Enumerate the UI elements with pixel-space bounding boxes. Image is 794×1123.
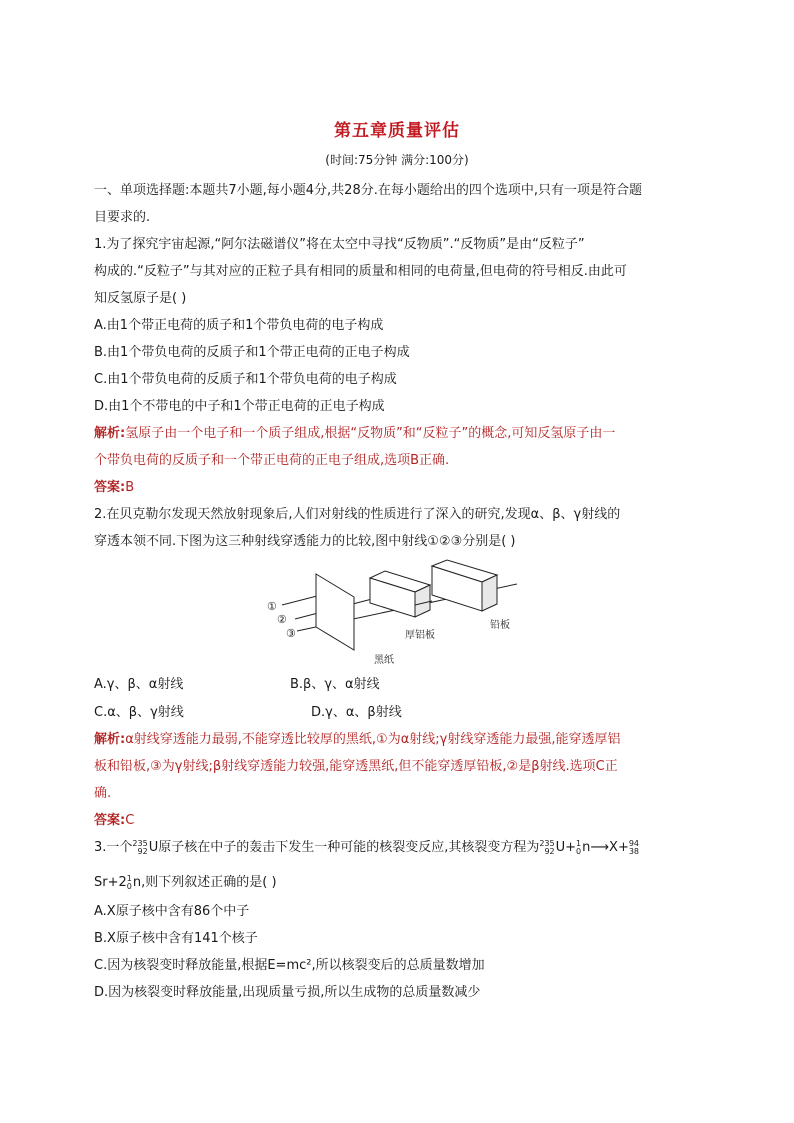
q1-option-d: D.由1个不带电的中子和1个带正电荷的正电子构成 xyxy=(94,399,385,414)
ray-1-line xyxy=(282,596,317,605)
neutron-numbers xyxy=(576,840,581,856)
neutron-coefficient: 2 xyxy=(118,875,127,890)
q1-option-a: A.由1个带正电荷的质子和1个带负电荷的电子构成 xyxy=(94,318,384,333)
q2-option-d: D.γ、α、β射线 xyxy=(311,705,402,720)
q1-analysis-label: 解析: xyxy=(94,426,126,441)
q2-analysis-text1: α射线穿透能力最弱,不能穿透比较厚的黑纸,①为α射线;γ射线穿透能力最强,能穿透厚铝 xyxy=(125,732,621,747)
q2-answer-value: C xyxy=(125,813,135,828)
q2-option-c: C.α、β、γ射线 xyxy=(94,705,184,720)
plus-sign-2: + xyxy=(617,840,629,855)
q2-stem-line2: 穿透本领不同.下图为这三种射线穿透能力的比较,图中射线①②③分别是( ) xyxy=(94,534,516,549)
uranium-numbers xyxy=(132,840,147,856)
uranium-numbers-2 xyxy=(539,840,554,856)
n-symbol-2: n xyxy=(132,875,142,890)
q2-stem-line1: 2.在贝克勒尔发现天然放射现象后,人们对射线的性质进行了深入的研究,发现α、β、γ射线的 xyxy=(94,507,621,522)
sr-symbol: Sr xyxy=(94,875,108,890)
q3-option-c: C.因为核裂变时释放能量,根据E=mc²,所以核裂变后的总质量数增加 xyxy=(94,958,485,973)
n-mass-number-2: 1 xyxy=(126,873,132,883)
q1-stem-line2: 构成的.“反粒子”与其对应的正粒子具有相同的质量和相同的电荷量,但电荷的符号相反.由此可 xyxy=(94,264,627,279)
u-mass-number-2: 235 xyxy=(539,838,555,848)
q3-stem-line1 xyxy=(94,839,640,857)
q1-stem-line3: 知反氢原子是( ) xyxy=(94,291,187,306)
neutron-numbers-2 xyxy=(127,875,132,891)
q1-option-b: B.由1个带负电荷的反质子和1个带正电荷的正电子构成 xyxy=(94,345,410,360)
ray-1-label: ① xyxy=(267,600,277,613)
sr-atomic-number: 38 xyxy=(628,846,640,856)
n-atomic-number-2: 0 xyxy=(126,881,132,891)
q2-answer-label: 答案: xyxy=(94,813,126,828)
q1-answer xyxy=(94,479,134,497)
q2-analysis-line3: 确. xyxy=(94,786,112,801)
q2-analysis-line1 xyxy=(94,731,620,749)
u-atomic-number: 92 xyxy=(137,846,148,856)
n-atomic-number: 0 xyxy=(576,846,582,856)
q1-option-c: C.由1个带负电荷的反质子和1个带负电荷的电子构成 xyxy=(94,372,397,387)
page-subtitle: (时间:75分钟 满分:100分) xyxy=(325,153,469,167)
n-mass-number: 1 xyxy=(576,838,582,848)
lead-plate-side xyxy=(482,575,497,611)
q2-option-b: B.β、γ、α射线 xyxy=(290,677,380,692)
u-symbol-2: U xyxy=(555,840,566,855)
sr-numbers xyxy=(629,840,639,856)
q3-option-b: B.X原子核中含有141个核子 xyxy=(94,931,258,946)
u-symbol: U xyxy=(148,840,159,855)
q3-stem-mid: 原子核在中子的轰击下发生一种可能的核裂变反应,其核裂变方程为 xyxy=(158,840,540,855)
q1-stem-line1: 1.为了探究宇宙起源,“阿尔法磁谱仪”将在太空中寻找“反物质”.“反物质”是由“反粒子” xyxy=(94,237,585,252)
q3-stem-line2 xyxy=(94,874,277,892)
black-paper-plate xyxy=(316,574,354,650)
plus-sign-1: + xyxy=(565,840,577,855)
q1-answer-label: 答案: xyxy=(94,480,126,495)
q2-option-a: A.γ、β、α射线 xyxy=(94,677,184,692)
n-symbol: n xyxy=(582,840,591,855)
x-symbol: X xyxy=(609,840,618,855)
u-atomic-number-2: 92 xyxy=(544,846,555,856)
page-title: 第五章质量评估 xyxy=(334,121,460,141)
q2-analysis-line2: 板和铅板,③为γ射线;β射线穿透能力较强,能穿透黑纸,但不能穿透厚铅板,②是β射线.选项C正 xyxy=(94,759,618,774)
ray-3-label: ③ xyxy=(286,627,296,640)
u-mass-number: 235 xyxy=(132,838,148,848)
q3-option-d: D.因为核裂变时释放能量,出现质量亏损,所以生成物的总质量数减少 xyxy=(94,985,481,1000)
q1-answer-value: B xyxy=(125,480,135,495)
ray-2-label: ② xyxy=(277,613,287,626)
sr-mass-number: 94 xyxy=(628,838,640,848)
q3-stem-end: ,则下列叙述正确的是( ) xyxy=(141,875,277,890)
section-heading-line1: 一、单项选择题:本题共7小题,每小题4分,共28分.在每小题给出的四个选项中,只有一项是符合题 xyxy=(94,183,642,198)
lead-label: 铅板 xyxy=(490,620,510,631)
q3-option-a: A.X原子核中含有86个中子 xyxy=(94,904,250,919)
radiation-penetration-figure xyxy=(262,558,532,666)
thick-al-label: 厚铝板 xyxy=(405,630,435,641)
q3-stem-prefix: 3.一个 xyxy=(94,840,133,855)
q2-analysis-label: 解析: xyxy=(94,732,126,747)
q1-analysis-line2: 个带负电荷的反质子和一个带正电荷的正电子组成,选项B正确. xyxy=(94,453,450,468)
paper-label: 黑纸 xyxy=(374,655,394,666)
reaction-arrow: ⟶ xyxy=(590,840,610,855)
q1-analysis-line1 xyxy=(94,425,615,443)
q2-answer xyxy=(94,812,134,830)
q1-analysis-text1: 氢原子由一个电子和一个质子组成,根据“反物质”和“反粒子”的概念,可知反氢原子由一 xyxy=(125,426,616,441)
section-heading-line2: 目要求的. xyxy=(94,210,151,225)
plus-sign-3: + xyxy=(107,875,119,890)
